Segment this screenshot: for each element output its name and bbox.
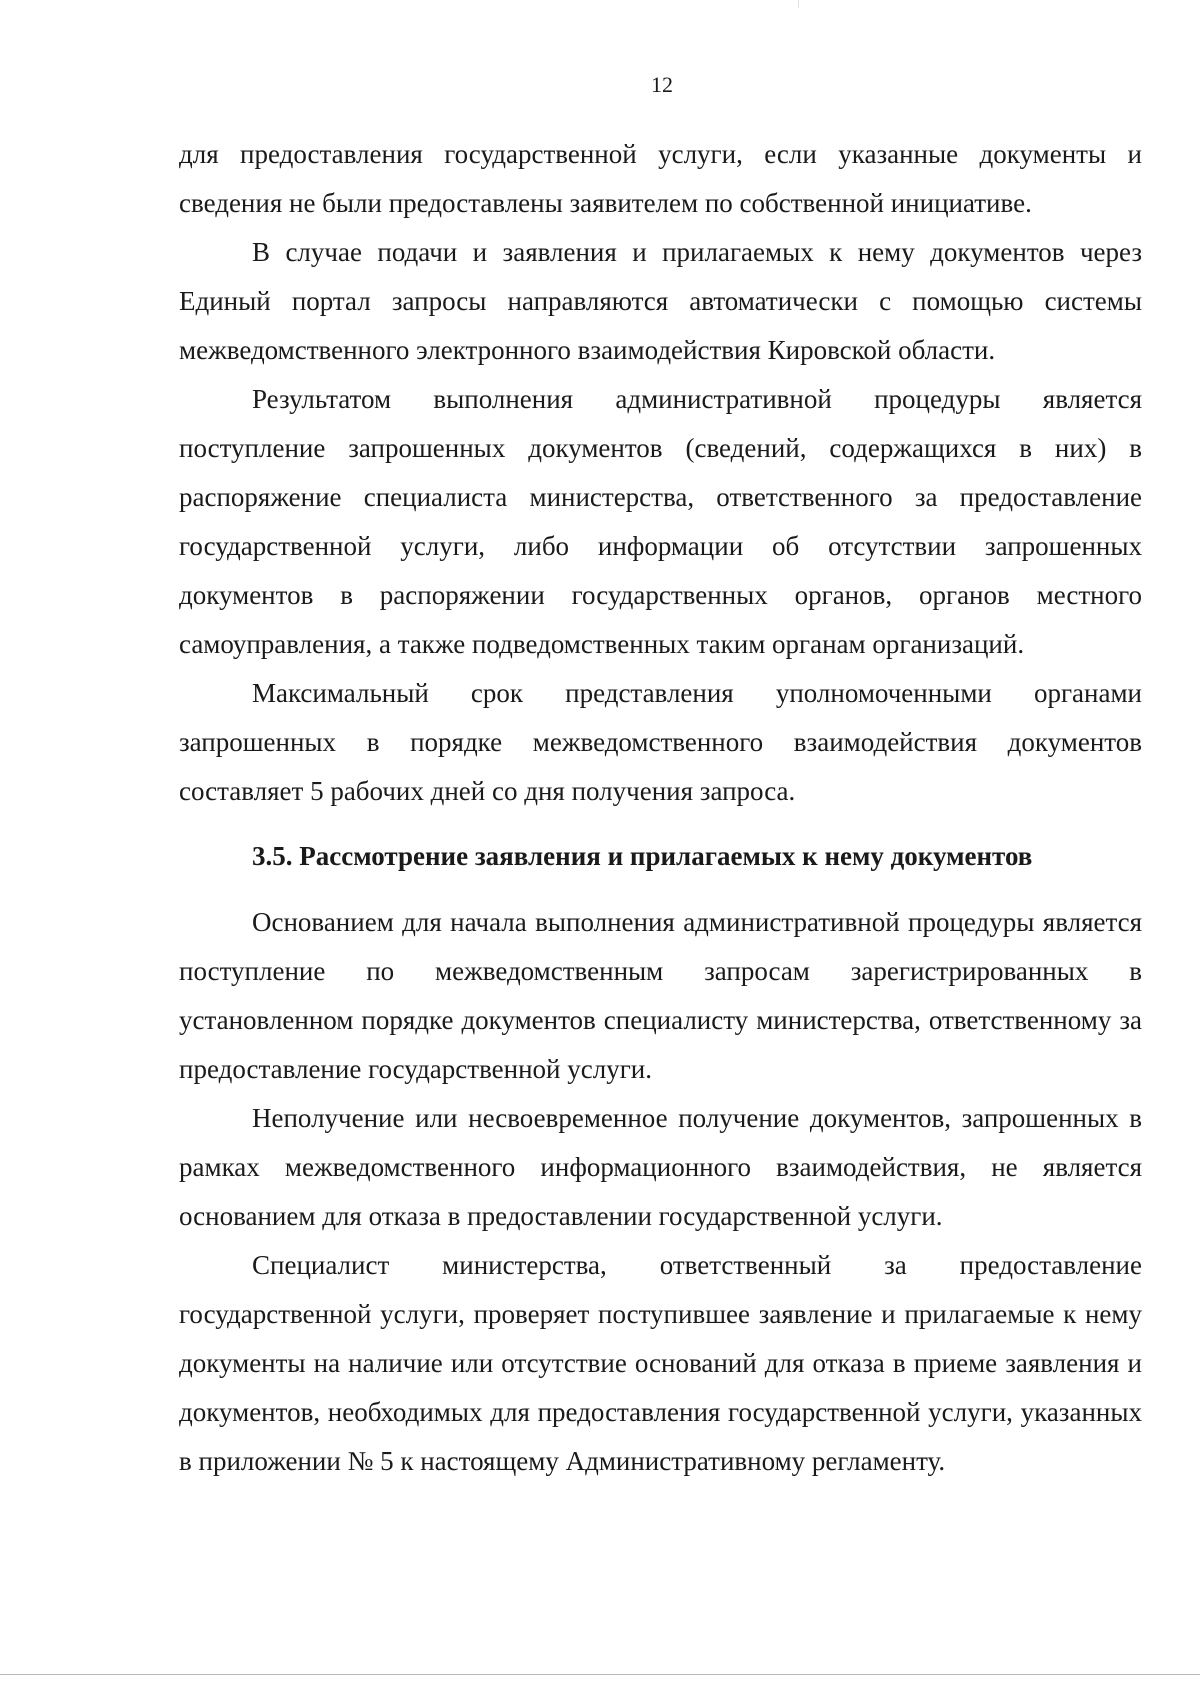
paragraph-procedure-basis: Основанием для начала выполнения административной процедуры является поступление по межведомственным запросам зарегистрированных в установленном порядке документов специалисту министерства, ответственному за предоставление государственной услуги. — [179, 907, 1142, 1084]
paragraph-request-automatic: В случае подачи и заявления и прилагаемых к нему документов через Единый портал запросы направляются автоматически с помощью системы межведомственного электронного взаимодействия Кировской области. — [179, 237, 1142, 365]
paragraph-non-receipt: Неполучение или несвоевременное получение документов, запрошенных в рамках межведомственного информационного взаимодействия, не является основанием для отказа в предоставлении государственной услуги. — [179, 1103, 1142, 1231]
paragraph-continuation: для предоставления государственной услуги, если указанные документы и — [179, 139, 1142, 169]
scan-edge-mark — [798, 0, 799, 8]
page-number: 12 — [651, 72, 673, 97]
scan-bottom-edge — [0, 1674, 1200, 1675]
paragraph-specialist-check: Специалист министерства, ответственный за предоставление государственной услуги, проверяет поступившее заявление и прилагаемые к нему документы на наличие или отсутствие оснований для отказа в приеме заявления и документов, необходимых для предоставления государственной услуги, указанных в приложении № 5 к настоящему Административному регламенту. — [179, 1250, 1142, 1476]
paragraph-procedure-result: Результатом выполнения административной процедуры является поступление запрошенных документов (сведений, содержащихся в них) в распоряжение специалиста министерства, ответственного за предоставление государственной услуги, либо информации об отсутствии запрошенных документов в распоряжении государственных органов, органов местного самоуправления, а также подведомственных таким органам организаций. — [179, 384, 1142, 659]
document-body — [179, 130, 1142, 1486]
section-heading-3-5: 3.5. Рассмотрение заявления и прилагаемых к нему документов — [252, 841, 1033, 871]
paragraph-max-term: Максимальный срок представления уполномоченными органами запрошенных в порядке межведомственного взаимодействия документов составляет 5 рабочих дней со дня получения запроса. — [179, 678, 1142, 806]
paragraph-continuation-end: сведения не были предоставлены заявителем по собственной инициативе. — [179, 188, 1032, 218]
